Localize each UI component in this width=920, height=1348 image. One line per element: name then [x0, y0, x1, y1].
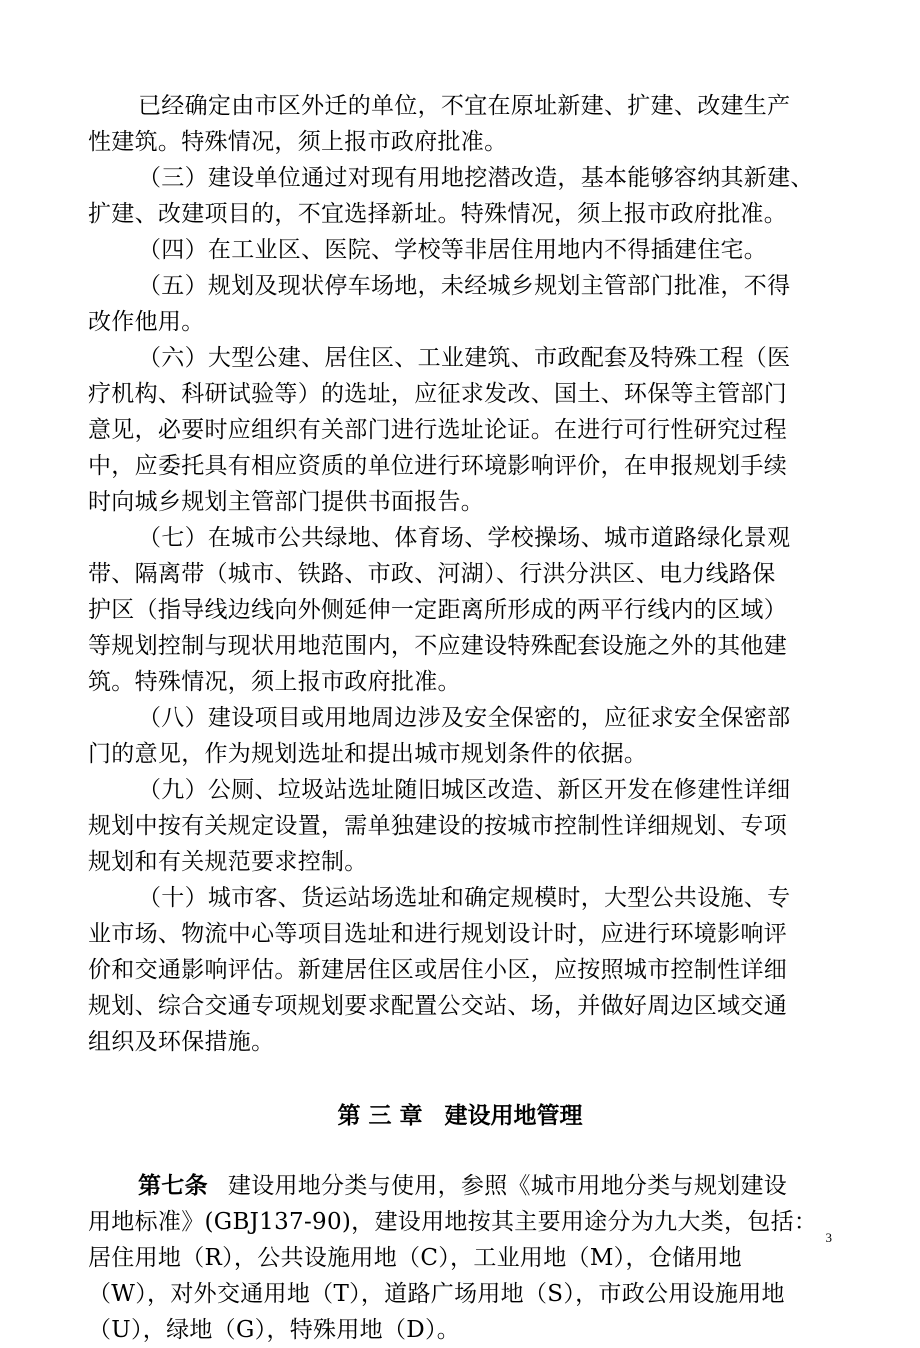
text-line: 规划和有关规范要求控制。 — [88, 849, 368, 875]
paragraph — [88, 160, 832, 232]
text-line: （七）在城市公共绿地、体育场、学校操场、城市道路绿化景观 — [138, 525, 791, 551]
paragraph-list — [88, 88, 832, 1060]
text-line: 疗机构、科研试验等）的选址，应征求发改、国土、环保等主管部门 — [88, 381, 787, 407]
text-line: 居住用地（R），公共设施用地（C），工业用地（M），仓储用地 — [88, 1245, 742, 1271]
text-line: 已经确定由市区外迁的单位，不宜在原址新建、扩建、改建生产 — [138, 93, 791, 119]
text-line: （十）城市客、货运站场选址和确定规模时，大型公共设施、专 — [138, 885, 791, 911]
chapter-number: 第 三 章 — [337, 1103, 423, 1129]
text-line: 价和交通影响评估。新建居住区或居住小区，应按照城市控制性详细 — [88, 957, 787, 983]
text-line: 中，应委托具有相应资质的单位进行环境影响评价，在申报规划手续 — [88, 453, 787, 479]
paragraph — [88, 772, 832, 880]
article-lines — [88, 1204, 832, 1348]
paragraph — [88, 268, 832, 340]
paragraph — [88, 88, 832, 160]
text-line: 等规划控制与现状用地范围内，不应建设特殊配套设施之外的其他建 — [88, 633, 787, 659]
text-line: 意见，必要时应组织有关部门进行选址论证。在进行可行性研究过程 — [88, 417, 787, 443]
text-line: 扩建、改建项目的，不宜选择新址。特殊情况，须上报市政府批准。 — [88, 201, 787, 227]
text-line: （W），对外交通用地（T），道路广场用地（S），市政公用设施用地 — [88, 1281, 785, 1307]
page-number: 3 — [825, 1230, 832, 1245]
paragraph — [88, 340, 832, 520]
text-line: （八）建设项目或用地周边涉及安全保密的，应征求安全保密部 — [138, 705, 791, 731]
text-line: （九）公厕、垃圾站选址随旧城区改造、新区开发在修建性详细 — [138, 777, 791, 803]
text-line: 改作他用。 — [88, 309, 205, 335]
paragraph — [88, 880, 832, 1060]
text-line: 带、隔离带（城市、铁路、市政、河湖）、行洪分洪区、电力线路保 — [88, 561, 776, 587]
article-first-line — [88, 1168, 832, 1204]
text-line: 组织及环保措施。 — [88, 1029, 275, 1055]
article-first-text: 建设用地分类与使用，参照《城市用地分类与规划建设 — [227, 1173, 788, 1199]
article-label: 第七条 — [138, 1173, 208, 1199]
text-line: （三）建设单位通过对现有用地挖潜改造，基本能够容纳其新建、 — [138, 165, 814, 191]
text-line: 性建筑。特殊情况，须上报市政府批准。 — [88, 129, 508, 155]
text-line: 规划、综合交通专项规划要求配置公交站、场，并做好周边区域交通 — [88, 993, 787, 1019]
text-line: 规划中按有关规定设置，需单独建设的按城市控制性详细规划、专项 — [88, 813, 787, 839]
text-line: 护区（指导线边线向外侧延伸一定距离所形成的两平行线内的区域） — [88, 597, 787, 623]
text-line: 时向城乡规划主管部门提供书面报告。 — [88, 489, 485, 515]
text-line: （六）大型公建、居住区、工业建筑、市政配套及特殊工程（医 — [138, 345, 791, 371]
text-line: （四）在工业区、医院、学校等非居住用地内不得插建住宅。 — [138, 237, 768, 263]
text-line: （U），绿地（G），特殊用地（D）。 — [88, 1317, 461, 1343]
chapter-title: 建设用地管理 — [444, 1103, 583, 1129]
page-content — [88, 88, 832, 1348]
article-seven — [88, 1168, 832, 1348]
paragraph — [88, 520, 832, 700]
text-line: （五）规划及现状停车场地，未经城乡规划主管部门批准，不得 — [138, 273, 791, 299]
chapter-heading — [88, 1098, 832, 1134]
text-line: 业市场、物流中心等项目选址和进行规划设计时，应进行环境影响评 — [88, 921, 787, 947]
text-line: 门的意见，作为规划选址和提出城市规划条件的依据。 — [88, 741, 648, 767]
text-line: 筑。特殊情况，须上报市政府批准。 — [88, 669, 461, 695]
paragraph — [88, 232, 832, 268]
text-line: 用地标准》(GBJ137-90)，建设用地按其主要用途分为九大类，包括： — [88, 1209, 818, 1235]
paragraph — [88, 700, 832, 772]
